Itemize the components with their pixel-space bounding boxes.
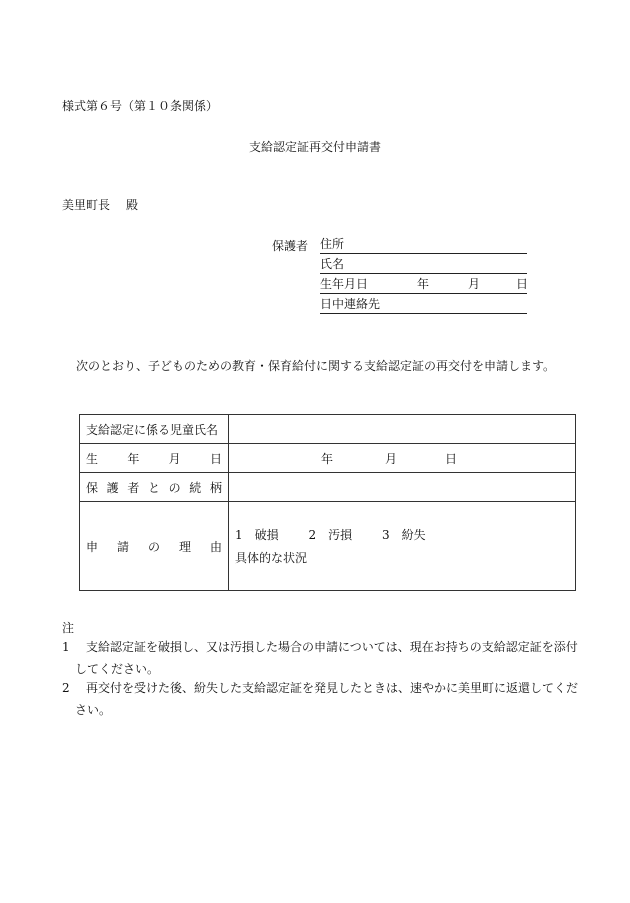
birthdate-month-label: 月 <box>468 277 481 291</box>
form-number: 様式第６号（第１０条関係） <box>62 99 219 113</box>
relationship-input[interactable] <box>229 473 576 502</box>
reason-input[interactable] <box>229 502 576 591</box>
label-char: 生 <box>86 451 99 466</box>
note-number: 2 <box>62 681 70 695</box>
label-char: 保 <box>86 480 99 495</box>
birthdate-label: 生年月日 <box>320 277 369 291</box>
relationship-row <box>80 473 576 502</box>
reason-option-soiled[interactable]: 汚損 <box>328 528 353 542</box>
applicant-label: 保護者 <box>272 239 309 253</box>
child-birth-day-label: 日 <box>444 451 457 466</box>
reason-options <box>235 526 569 543</box>
child-birth-month-label: 月 <box>384 451 397 466</box>
child-name-label: 支給認定に係る児童氏名 <box>80 415 229 444</box>
note-text-continued: さい。 <box>75 703 112 717</box>
name-label: 氏名 <box>320 257 345 271</box>
label-char: と <box>147 480 160 495</box>
reason-option-lost[interactable]: 紛失 <box>401 528 426 542</box>
label-char: 日 <box>209 451 222 466</box>
reason-label <box>80 502 229 591</box>
label-char: 続 <box>189 480 202 495</box>
address-label: 住所 <box>320 237 345 251</box>
note-text-continued: してください。 <box>75 662 160 676</box>
child-birthdate-row <box>80 444 576 473</box>
label-char: の <box>168 480 181 495</box>
label-char: 年 <box>127 451 140 466</box>
note-item <box>62 677 590 721</box>
notes-heading: 注 <box>62 621 75 635</box>
daytime-contact-field[interactable] <box>320 295 527 314</box>
reason-option-number: 2 <box>308 528 317 542</box>
addressee-honorific: 殿 <box>126 198 139 212</box>
label-char: 申 <box>86 539 99 554</box>
child-name-row <box>80 415 576 444</box>
birthdate-field[interactable] <box>320 275 527 294</box>
daytime-contact-label: 日中連絡先 <box>320 297 381 311</box>
label-char: 柄 <box>209 480 222 495</box>
label-char: 者 <box>127 480 140 495</box>
child-birthdate-input[interactable] <box>229 444 576 473</box>
birthdate-day-label: 日 <box>516 277 529 291</box>
application-table <box>79 414 576 591</box>
note-number: 1 <box>62 640 70 654</box>
name-field[interactable] <box>320 255 527 274</box>
reason-option-number: 3 <box>381 528 390 542</box>
note-text: 再交付を受けた後、紛失した支給認定証を発見したときは、速やかに美里町に返還してくだ <box>86 681 579 695</box>
addressee <box>62 196 138 213</box>
specific-situation-label: 具体的な状況 <box>235 551 308 565</box>
note-text: 支給認定証を破損し、又は汚損した場合の申請については、現在お持ちの支給認定証を添付 <box>86 640 578 654</box>
addressee-name: 美里町長 <box>62 198 111 212</box>
application-statement: 次のとおり、子どものための教育・保育給付に関する支給認定証の再交付を申請します。 <box>76 359 556 373</box>
reason-row <box>80 502 576 591</box>
child-birthdate-label <box>80 444 229 473</box>
label-char: 由 <box>209 539 222 554</box>
label-char: の <box>147 539 160 554</box>
child-birth-year-label: 年 <box>320 451 333 466</box>
label-char: 護 <box>106 480 119 495</box>
note-item <box>62 636 590 680</box>
reason-option-damaged[interactable]: 破損 <box>254 528 279 542</box>
birthdate-year-label: 年 <box>417 277 430 291</box>
label-char: 請 <box>116 539 129 554</box>
reason-option-number: 1 <box>235 528 243 542</box>
document-title: 支給認定証再交付申請書 <box>248 140 381 154</box>
relationship-label <box>80 473 229 502</box>
address-field[interactable] <box>320 235 527 254</box>
label-char: 理 <box>178 539 191 554</box>
child-name-input[interactable] <box>229 415 576 444</box>
label-char: 月 <box>168 451 181 466</box>
